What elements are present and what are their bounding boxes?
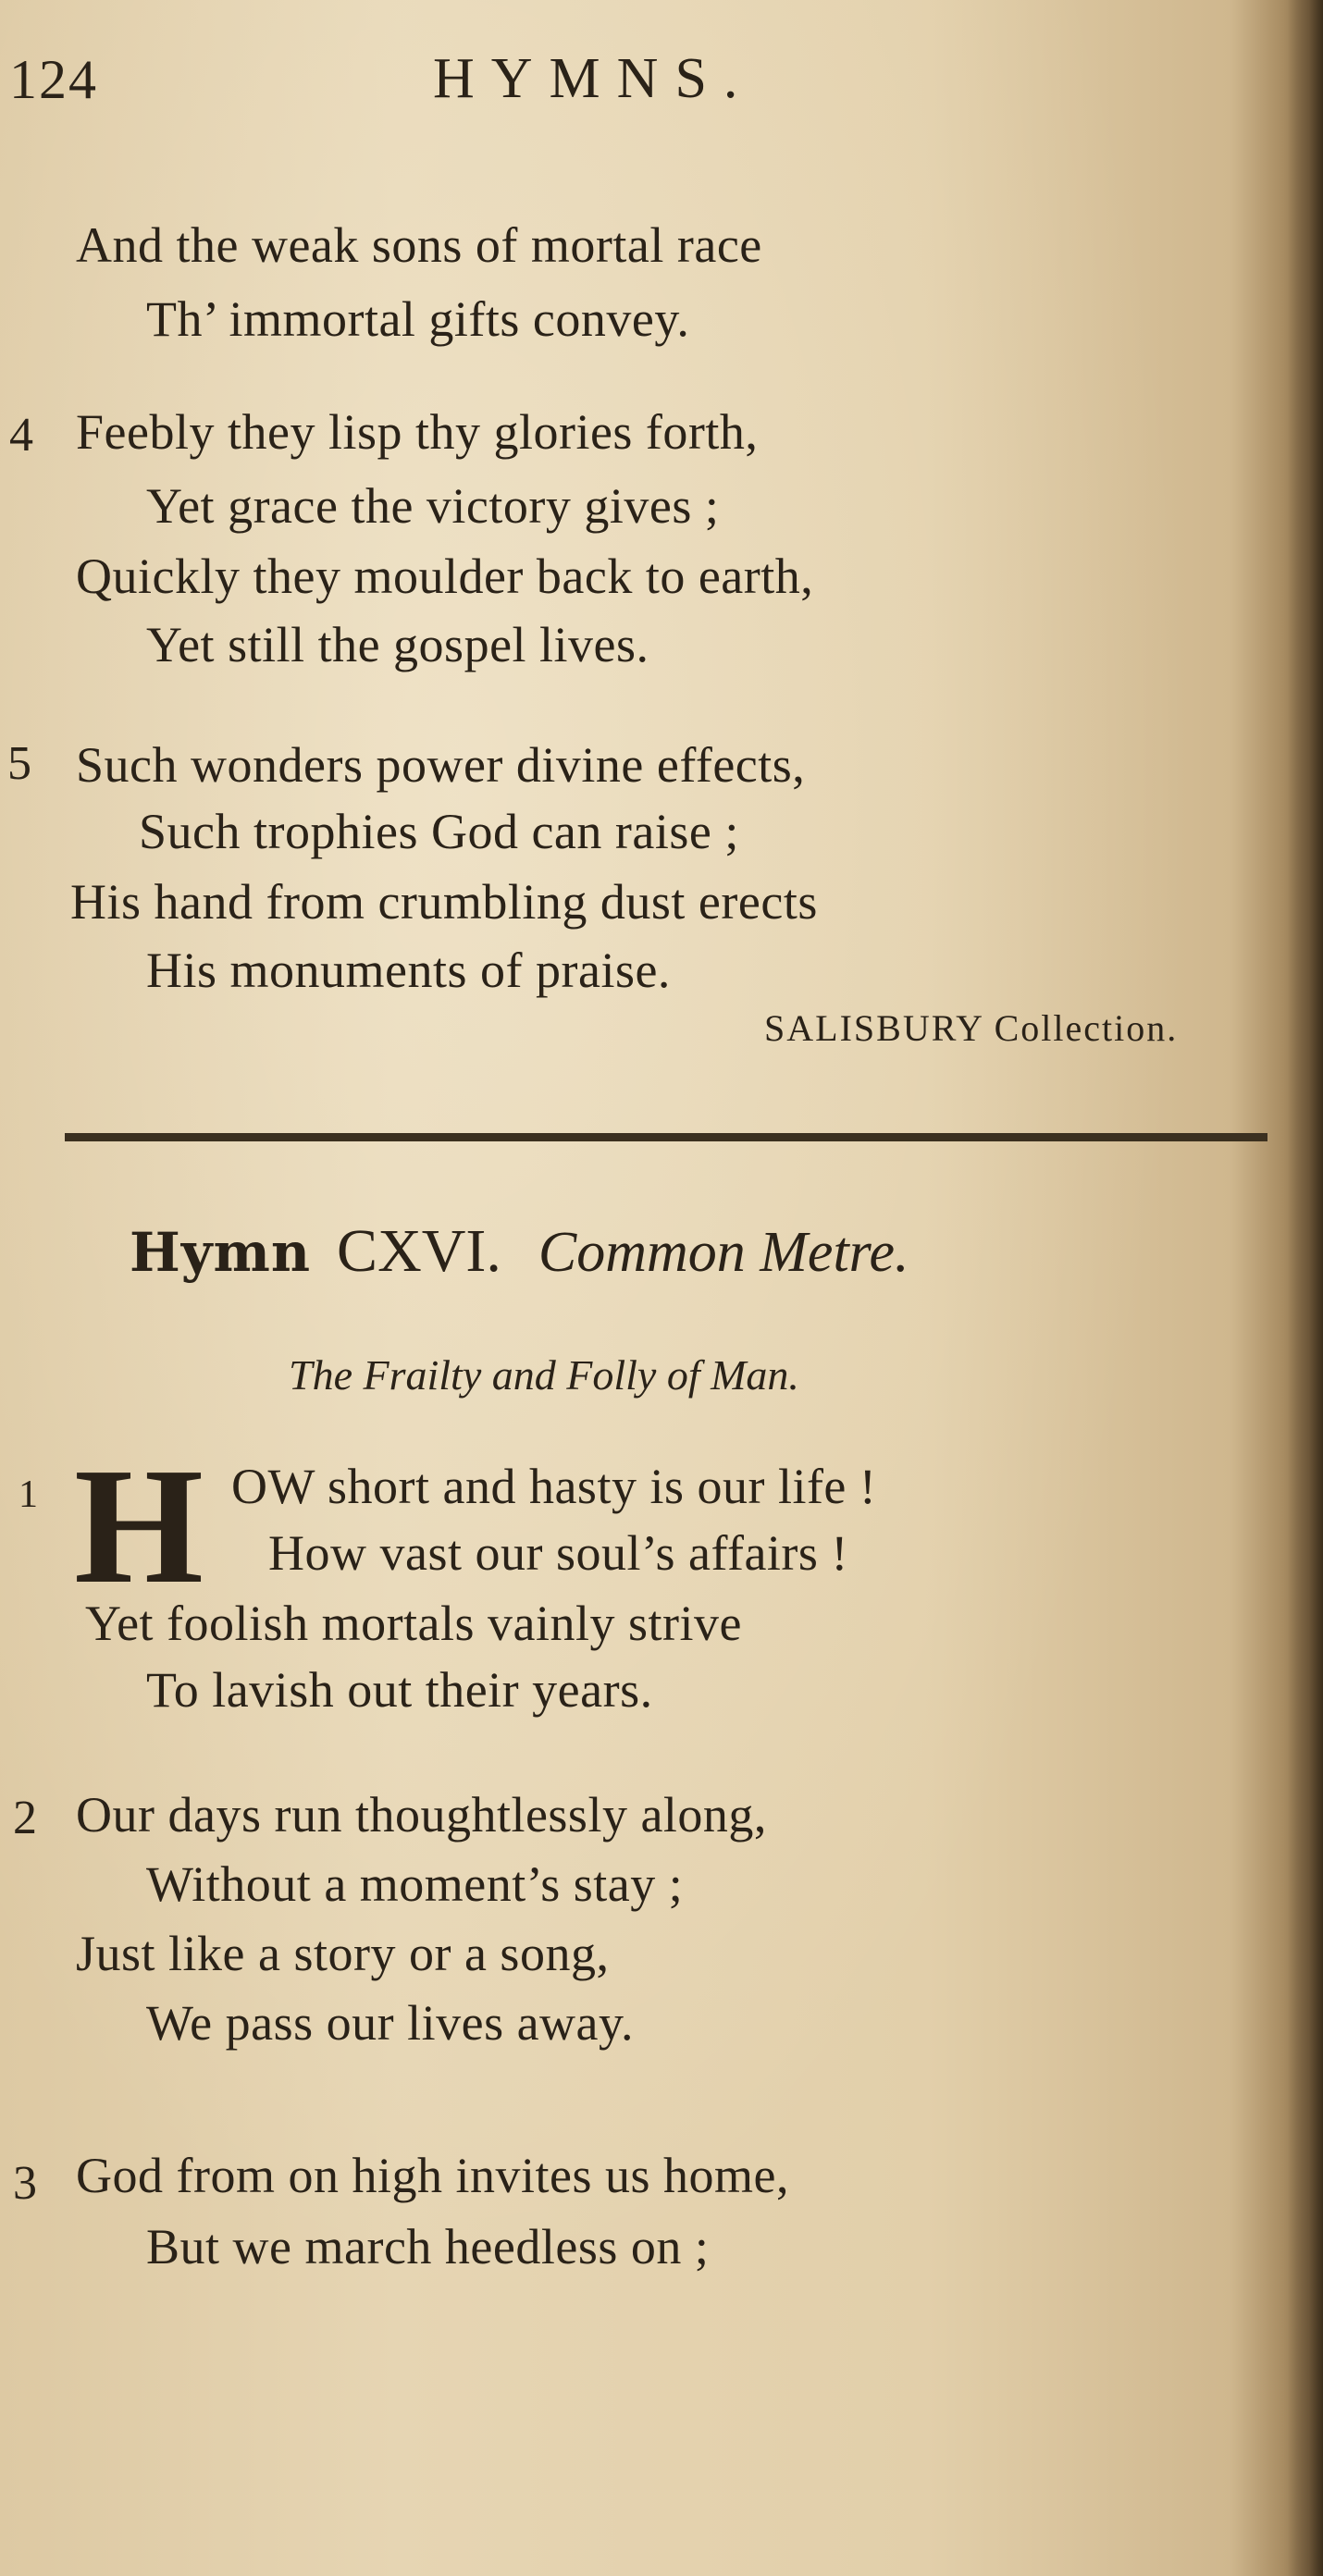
verse-line: Without a moment’s stay ; [146,1856,684,1912]
hymn-subtitle: The Frailty and Folly of Man. [289,1351,799,1399]
hymn-heading [130,1217,909,1285]
verse-line: Th’ immortal gifts convey. [146,291,690,347]
stanza-number: 1 [19,1473,38,1516]
page-number: 124 [9,49,98,110]
verse-line: Quickly they moulder back to earth, [76,548,814,604]
verse-line: Yet grace the victory gives ; [146,478,720,534]
hymn-label: Hymn [130,1221,312,1284]
drop-cap: H [74,1434,204,1618]
verse-line: But we march heedless on ; [146,2219,710,2274]
verse-line: His monuments of praise. [146,943,671,998]
verse-line: Such trophies God can raise ; [139,804,739,859]
running-title: HYMNS. [433,47,755,110]
verse-line: To lavish out their years. [146,1662,653,1718]
stanza-number: 2 [13,1792,37,1844]
verse-line: Just like a story or a song, [76,1926,610,1981]
section-divider [65,1133,1267,1141]
verse-line: Yet foolish mortals vainly strive [85,1596,742,1651]
verse-line: Our days run thoughtlessly along, [76,1787,767,1843]
hymn-number: CXVI. [337,1217,501,1285]
attribution: SALISBURY Collection. [764,1007,1179,1049]
verse-line: How vast our soul’s affairs ! [268,1525,848,1581]
stanza-number: 4 [9,409,33,462]
verse-line: His hand from crumbling dust erects [70,874,818,930]
hymn-metre: Common Metre. [538,1221,909,1284]
stanza-number: 3 [13,2157,37,2210]
verse-line: God from on high invites us home, [76,2148,789,2203]
page-edge-shadow [1288,0,1323,2576]
verse-line: We pass our lives away. [146,1995,635,2051]
verse-line: Feebly they lisp thy glories forth, [76,404,759,460]
stanza-number: 5 [7,737,31,790]
verse-line: And the weak sons of mortal race [76,217,762,273]
verse-line: Yet still the gospel lives. [146,617,649,672]
verse-line: Such wonders power divine effects, [76,737,806,793]
verse-line: OW short and hasty is our life ! [231,1459,877,1514]
